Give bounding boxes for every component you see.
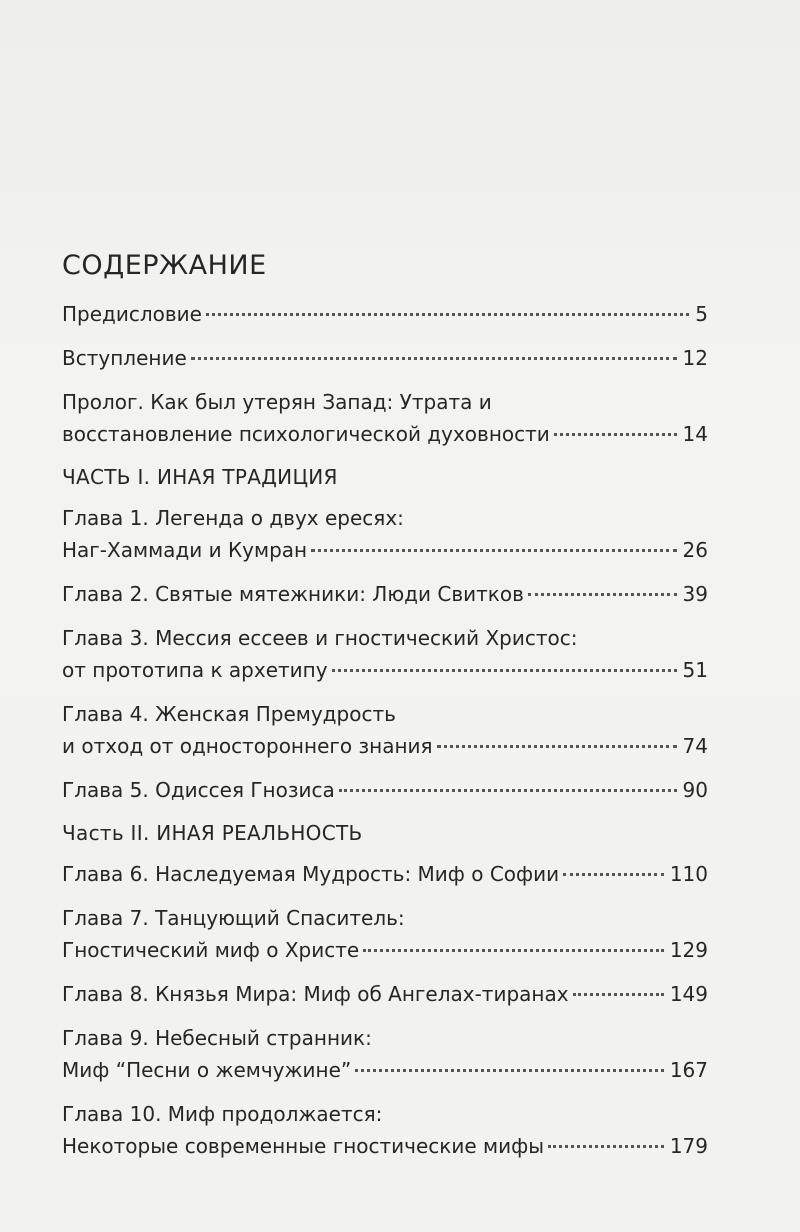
toc-entry-text: Глава 8. Князья Мира: Миф об Ангелах-тиранах: [62, 982, 569, 1006]
toc-title: СОДЕРЖАНИЕ: [62, 250, 267, 281]
page-number: 179: [669, 1134, 708, 1158]
toc-entry-text: Глава 5. Одиссея Гнозиса: [62, 778, 335, 802]
page-number: 110: [669, 862, 708, 886]
dot-leader: [573, 993, 664, 996]
toc-entry-text: Предисловие: [62, 302, 202, 326]
toc-entry-last-line: [62, 418, 708, 450]
toc-entry-text: Наг-Хаммади и Кумран: [62, 538, 308, 562]
toc-entry-last-line: [62, 534, 708, 566]
toc-entry-line: Глава 1. Легенда о двух ересях:: [62, 506, 404, 530]
page-number: 26: [682, 538, 708, 562]
page-number: 90: [682, 778, 708, 802]
dot-leader: [191, 357, 677, 360]
dot-leader: [339, 789, 677, 792]
toc-entry: [62, 1098, 708, 1162]
parts-list: [62, 462, 708, 1162]
toc-entry: [62, 578, 708, 610]
toc-entry-line: Пролог. Как был утерян Запад: Утрата и: [62, 390, 492, 414]
front-matter-list: [62, 298, 708, 450]
toc-entry-text: Глава 2. Святые мятежники: Люди Свитков: [62, 582, 524, 606]
toc-entry-line: Глава 7. Танцующий Спаситель:: [62, 906, 405, 930]
page-number: 14: [682, 422, 708, 446]
table-of-contents: [62, 248, 708, 1174]
toc-entry-text: от прототипа к архетипу: [62, 658, 328, 682]
dot-leader: [355, 1069, 664, 1072]
dot-leader: [332, 669, 677, 672]
toc-entry-last-line: [62, 730, 708, 762]
toc-entry: [62, 698, 708, 762]
toc-entry-text: Гностический миф о Христе: [62, 938, 360, 962]
toc-entry-last-line: [62, 578, 708, 610]
page-number: 167: [669, 1058, 708, 1082]
toc-entry-text: Глава 6. Наследуемая Мудрость: Миф о Софии: [62, 862, 560, 886]
toc-entry-text: и отход от одностороннего знания: [62, 734, 433, 758]
toc-entry: [62, 978, 708, 1010]
page-number: 5: [695, 302, 708, 326]
toc-entry-last-line: [62, 1130, 708, 1162]
toc-entry: [62, 1022, 708, 1086]
toc-entry-text: Миф “Песни о жемчужине”: [62, 1058, 352, 1082]
toc-entry-last-line: [62, 858, 708, 890]
toc-entry: [62, 858, 708, 890]
toc-entry-line: Глава 3. Мессия ессеев и гностический Христос:: [62, 626, 578, 650]
dot-leader: [548, 1145, 664, 1148]
toc-entry: [62, 902, 708, 966]
toc-entry-last-line: [62, 1054, 708, 1086]
toc-entry: [62, 298, 708, 330]
toc-entry-text: Некоторые современные гностические мифы: [62, 1134, 545, 1158]
toc-entry: [62, 502, 708, 566]
toc-entry-last-line: [62, 654, 708, 686]
toc-entry: [62, 622, 708, 686]
dot-leader: [437, 745, 677, 748]
toc-entry: [62, 386, 708, 450]
dot-leader: [206, 313, 689, 316]
part-heading: Часть II. ИНАЯ РЕАЛЬНОСТЬ: [62, 821, 363, 845]
toc-entry-line: Глава 10. Миф продолжается:: [62, 1102, 383, 1126]
toc-entry-line: Глава 9. Небесный странник:: [62, 1026, 372, 1050]
dot-leader: [363, 949, 664, 952]
dot-leader: [528, 593, 677, 596]
page-number: 39: [682, 582, 708, 606]
toc-entry-last-line: [62, 342, 708, 374]
part-heading: ЧАСТЬ I. ИНАЯ ТРАДИЦИЯ: [62, 465, 338, 489]
toc-entry: [62, 774, 708, 806]
page-number: 12: [682, 346, 708, 370]
dot-leader: [563, 873, 664, 876]
dot-leader: [311, 549, 676, 552]
toc-entry-last-line: [62, 934, 708, 966]
toc-entry-last-line: [62, 298, 708, 330]
toc-entry: [62, 342, 708, 374]
dot-leader: [554, 433, 677, 436]
page-number: 51: [682, 658, 708, 682]
toc-entry-line: Глава 4. Женская Премудрость: [62, 702, 396, 726]
toc-entry-text: Вступление: [62, 346, 187, 370]
page-number: 149: [669, 982, 708, 1006]
page-number: 74: [682, 734, 708, 758]
toc-entry-text: восстановление психологической духовности: [62, 422, 550, 446]
toc-entry-last-line: [62, 774, 708, 806]
toc-entry-last-line: [62, 978, 708, 1010]
page-number: 129: [669, 938, 708, 962]
